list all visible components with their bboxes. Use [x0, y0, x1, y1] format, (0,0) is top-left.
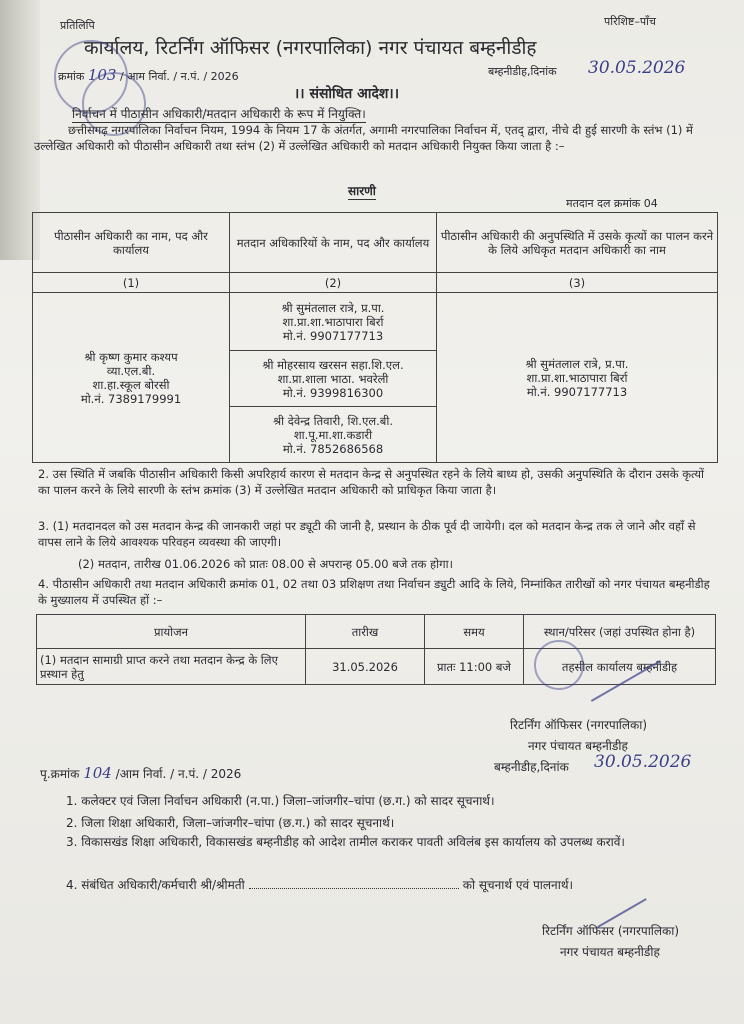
col-number-1: (1): [33, 273, 230, 293]
endorse-number-handwritten: 104: [83, 764, 112, 782]
schedule-header-place: स्थान/परिसर (जहां उपस्थित होना है): [524, 615, 716, 649]
signatory-date-1: 30.05.2026: [594, 752, 692, 772]
signature-seal: [534, 640, 584, 690]
schedule-table: [36, 614, 716, 685]
subject-line: निर्वाचन में पीठासीन अधिकारी/मतदान अधिकारी के रूप में नियुक्ति।: [72, 107, 366, 121]
ref-prefix: क्रमांक: [58, 70, 85, 83]
intro-paragraph: छत्तीसगढ़ नगरपालिका निर्वाचन नियम, 1994 के नियम 17 के अंतर्गत, अगामी नगरपालिका निर्वाचन में, एतद्‌ द्वारा, नीचे दी हुई सारणी के स्तंभ (1) में उल्लेखित अधिकारी को पीठासीन अधिकारी तथा स्तंभ (2) में उल्लेखित अधिकारी को मतदान अधिकारी नियुक्त किया जाता है :–: [34, 123, 693, 153]
copy-item-4-start: 4. संबंधित अधिकारी/कर्मचारी श्री/श्रीमती: [66, 878, 245, 892]
schedule-place: तहसील कार्यालय बम्हनीडीह: [524, 649, 716, 685]
team-number: मतदान दल क्रमांक 04: [566, 197, 658, 210]
signatory-office-1: नगर पंचायत बम्हनीडीह: [528, 739, 628, 753]
signatory-title-1: रिटर्निंग ऑफिसर (नगरपालिका): [510, 718, 648, 732]
endorse-prefix: पृ.क्रमांक: [40, 767, 80, 781]
ref-suffix: / आम निर्वा. / न.पं. / 2026: [119, 70, 239, 83]
paragraph-2: 2. उस स्थिति में जबकि पीठासीन अधिकारी किसी अपरिहार्य कारण से मतदान केन्द्र से अनुपस्थित रहने के लिये बाध्य हो, उसकी अनुपस्थिति के दौरान उसके कृत्यों का पालन करने के लिये सारणी के स्तंभ क्रमांक (3) में उल्लेखित मतदान अधिकारी को प्राधिकृत किया जाता है।: [38, 467, 705, 497]
schedule-header-purpose: प्रायोजन: [37, 615, 306, 649]
polling-officer-1: श्री सुमंतलाल रात्रे, प्र.पा. शा.प्रा.शा.भाठापारा बिर्रा मो.नं. 9907177713: [230, 293, 437, 351]
table-title: सारणी: [348, 184, 376, 198]
schedule-time: प्रातः 11:00 बजे: [425, 649, 524, 685]
blank-name-line: [249, 888, 459, 889]
polling-officer-2: श्री मोहरसाय खरसन सहा.शि.एल. शा.प्रा.शाला भाठा. भवरेली मो.नं. 9399816300: [230, 351, 437, 407]
appointment-table: [32, 212, 718, 463]
authorized-officer-cell: श्री सुमंतलाल रात्रे, प्र.पा. शा.प्रा.शा.भाठापारा बिर्रा मो.नं. 9907177713: [437, 293, 718, 463]
schedule-date: 31.05.2026: [306, 649, 425, 685]
paragraph-4: 4. पीठासीन अधिकारी तथा मतदान अधिकारी क्रमांक 01, 02 तथा 03 प्रशिक्षण तथा निर्वाचन ड्युटी आदि के लिये, निम्नांकित तारीखों को नगर पंचायत बम्हनीडीह के मुख्यालय में उपस्थित हों :–: [38, 577, 710, 607]
table-header-officers: मतदान अधिकारियों के नाम, पद और कार्यालय: [230, 213, 437, 273]
signatory-office-2: नगर पंचायत बम्हनीडीह: [560, 945, 660, 959]
signatory-title-2: रिटर्निंग ऑफिसर (नगरपालिका): [542, 924, 680, 938]
copy-item-2: 2. जिला शिक्षा अधिकारी, जिला–जांजगीर–चांपा (छ.ग.) को सादर सूचनार्थ।: [66, 816, 395, 830]
endorsement-line: [40, 764, 241, 782]
copy-item-4: [66, 876, 573, 893]
annexure-label: परिशिष्ट–पाँच: [604, 15, 656, 28]
paragraph-3-1: 3. (1) मतदानदल को उस मतदान केन्द्र की जानकारी जहां पर ड्यूटी की जानी है, प्रस्थान के ठीक पूर्व दी जायेगी। दल को मतदान केन्द्र तक ले जाने और वहाँ से वापस लाने के लिये आवश्यक परिवहन व्यवस्था की जाएगी।: [38, 519, 696, 549]
place-date-label: बम्हनीडीह,दिनांक: [488, 65, 557, 78]
signatory-date-label-1: बम्हनीडीह,दिनांक: [494, 760, 569, 774]
order-title: ।। संसोधित आदेश।।: [294, 86, 400, 102]
schedule-header-date: तारीख: [306, 615, 425, 649]
office-title: कार्यालय, रिटर्निंग ऑफिसर (नगरपालिका) नगर पंचायत बम्हनीडीह: [84, 37, 537, 59]
office-tag: प्रतिलिपि: [60, 19, 95, 32]
col-number-2: (2): [230, 273, 437, 293]
ref-number-handwritten: 103: [87, 66, 117, 84]
endorse-suffix: /आम निर्वा. / न.पं. / 2026: [115, 767, 242, 781]
presiding-officer-cell: श्री कृष्ण कुमार कश्यप व्या.एल.बी. शा.हा.स्कूल बोरसी मो.नं. 7389179991: [33, 293, 230, 463]
copy-item-1: 1. कलेक्टर एवं जिला निर्वाचन अधिकारी (न.पा.) जिला–जांजगीर–चांपा (छ.ग.) को सादर सूचनार्थ।: [66, 794, 495, 808]
table-header-presiding: पीठासीन अधिकारी का नाम, पद और कार्यालय: [33, 213, 230, 273]
paragraph-3-2: (2) मतदान, तारीख 01.06.2026 को प्रातः 08.00 से अपरान्ह 05.00 बजे तक होगा।: [78, 557, 453, 571]
schedule-header-time: समय: [425, 615, 524, 649]
polling-officer-3: श्री देवेन्द्र तिवारी, शि.एल.बी. शा.पू.मा.शा.कडारी मो.नं. 7852686568: [230, 407, 437, 463]
col-number-3: (3): [437, 273, 718, 293]
date-handwritten: 30.05.2026: [588, 58, 686, 78]
table-header-authorized: पीठासीन अधिकारी की अनुपस्थिति में उसके कृत्यों का पालन करने के लिये अधिकृत मतदान अधिकारी का नाम: [437, 213, 718, 273]
copy-item-3: 3. विकासखंड शिक्षा अधिकारी, विकासखंड बम्हनीडीह को आदेश तामील कराकर पावती अविलंब इस कार्यालय को उपलब्ध करावें।: [66, 835, 625, 849]
copy-item-4-end: को सूचनार्थ एवं पालनार्थ।: [462, 878, 574, 892]
schedule-purpose: (1) मतदान सामाग्री प्राप्त करने तथा मतदान केन्द्र के लिए प्रस्थान हेतु: [37, 649, 306, 685]
